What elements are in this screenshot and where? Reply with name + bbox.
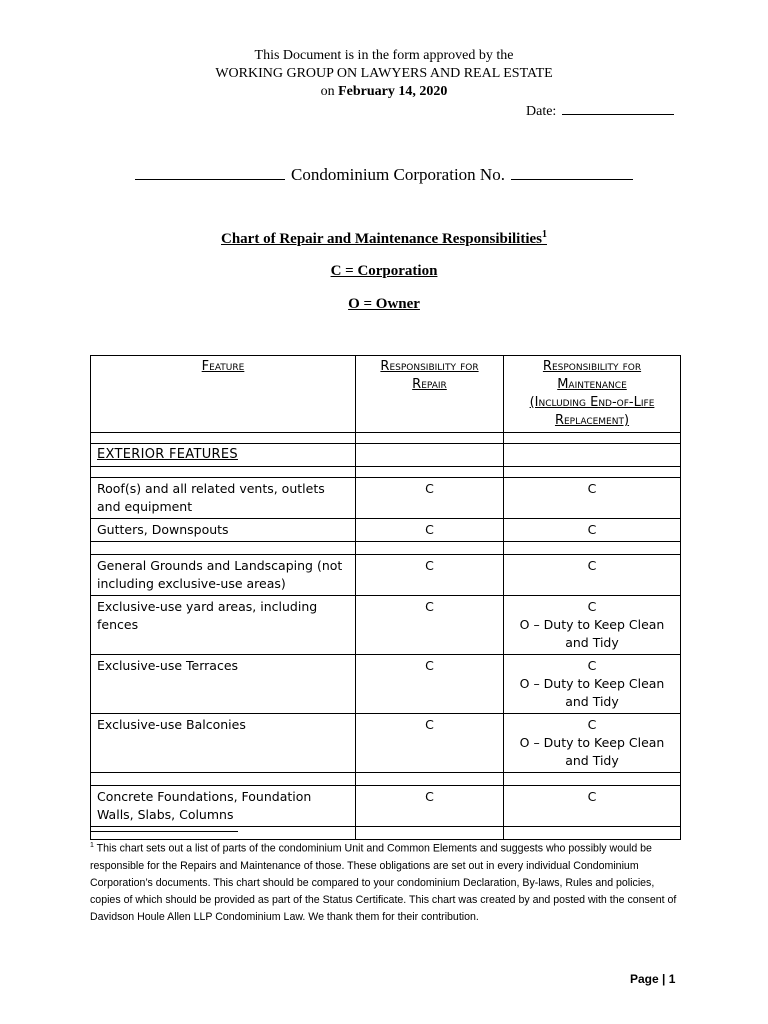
footnote-divider bbox=[90, 831, 238, 832]
maintenance-cell bbox=[504, 714, 681, 773]
footnote-ref: 1 bbox=[541, 229, 547, 240]
maintenance-cell bbox=[504, 519, 681, 542]
repair-cell: C bbox=[356, 655, 504, 714]
maintenance-party: C bbox=[587, 481, 597, 496]
footnote-marker: 1 bbox=[90, 842, 94, 849]
repair-cell: C bbox=[356, 786, 504, 827]
maintenance-owner-duty: O – Duty to Keep Clean and Tidy bbox=[519, 676, 665, 709]
spacer-row bbox=[91, 773, 681, 786]
maintenance-cell bbox=[504, 655, 681, 714]
header-feature: Feature bbox=[91, 356, 356, 433]
table-row bbox=[91, 478, 681, 519]
repair-cell: C bbox=[356, 519, 504, 542]
chart-title-text: Chart of Repair and Maintenance Responsibilities bbox=[221, 231, 542, 247]
feature-cell: Exclusive-use Balconies bbox=[91, 714, 356, 773]
feature-cell: Roof(s) and all related vents, outlets and equipment bbox=[91, 478, 356, 519]
feature-cell: Exclusive-use yard areas, including fences bbox=[91, 596, 356, 655]
legend-owner: O = Owner bbox=[348, 296, 420, 312]
maintenance-party: C bbox=[587, 599, 597, 614]
maintenance-party: C bbox=[587, 658, 597, 673]
table-row bbox=[91, 655, 681, 714]
maintenance-party: C bbox=[587, 522, 597, 537]
table-row bbox=[91, 519, 681, 542]
feature-cell: General Grounds and Landscaping (not including exclusive-use areas) bbox=[91, 555, 356, 596]
table-header-row bbox=[91, 356, 681, 433]
header-line-1: This Document is in the form approved by the bbox=[254, 48, 514, 63]
maintenance-cell bbox=[504, 478, 681, 519]
legend-corporation: C = Corporation bbox=[330, 263, 438, 279]
header-maintenance bbox=[504, 356, 681, 433]
document-header bbox=[0, 47, 768, 101]
repair-cell: C bbox=[356, 478, 504, 519]
corporation-name-blank bbox=[135, 163, 285, 180]
date-field bbox=[526, 101, 674, 120]
footnote bbox=[90, 837, 680, 926]
spacer-row bbox=[91, 467, 681, 478]
section-row bbox=[91, 444, 681, 467]
maintenance-owner-duty: O – Duty to Keep Clean and Tidy bbox=[519, 617, 665, 650]
maintenance-party: C bbox=[587, 789, 597, 804]
table-row bbox=[91, 596, 681, 655]
header-line-2: WORKING GROUP ON LAWYERS AND REAL ESTATE bbox=[215, 66, 553, 81]
corporation-line bbox=[0, 163, 768, 185]
table-row bbox=[91, 555, 681, 596]
feature-cell: Concrete Foundations, Foundation Walls, Slabs, Columns bbox=[91, 786, 356, 827]
repair-cell: C bbox=[356, 596, 504, 655]
table-row bbox=[91, 786, 681, 827]
corporation-number-blank bbox=[511, 163, 633, 180]
chart-title bbox=[0, 229, 768, 248]
header-maintenance-sub: (Including End-of-Life Replacement) bbox=[529, 395, 655, 428]
footnote-text: This chart sets out a list of parts of the condominium Unit and Common Elements and suggests who possibly would be responsible for the Repairs and Maintenance of those. These obligations are set out in every individual Condominium Corporation’s documents. This chart should be compared to your condominium Declaration, By-laws, Rules and policies, copies of which should be provided as part of the Status Certificate. This chart was created by and posted with the consent of Davidson Houle Allen LLP Condominium Law. We thank them for their contribution. bbox=[90, 842, 677, 923]
feature-cell: Gutters, Downspouts bbox=[91, 519, 356, 542]
maintenance-cell bbox=[504, 596, 681, 655]
responsibility-table bbox=[90, 355, 681, 840]
header-on: on bbox=[320, 84, 335, 99]
maintenance-owner-duty: O – Duty to Keep Clean and Tidy bbox=[519, 735, 665, 768]
maintenance-party: C bbox=[587, 558, 597, 573]
header-line-3 bbox=[0, 83, 768, 101]
corporation-label: Condominium Corporation No. bbox=[291, 165, 505, 184]
maintenance-cell bbox=[504, 555, 681, 596]
page-number: Page | 1 bbox=[630, 972, 676, 986]
header-maintenance-main: Responsibility for Maintenance bbox=[542, 359, 642, 392]
repair-cell: C bbox=[356, 555, 504, 596]
maintenance-party: C bbox=[587, 717, 597, 732]
spacer-row bbox=[91, 433, 681, 444]
header-approval-date: February 14, 2020 bbox=[338, 84, 448, 99]
repair-cell: C bbox=[356, 714, 504, 773]
section-exterior-features: EXTERIOR FEATURES bbox=[91, 444, 356, 467]
table-row bbox=[91, 714, 681, 773]
header-repair: Responsibility for Repair bbox=[356, 356, 504, 433]
feature-cell: Exclusive-use Terraces bbox=[91, 655, 356, 714]
spacer-row bbox=[91, 542, 681, 555]
date-blank bbox=[562, 101, 674, 115]
maintenance-cell bbox=[504, 786, 681, 827]
date-label: Date: bbox=[526, 104, 557, 119]
